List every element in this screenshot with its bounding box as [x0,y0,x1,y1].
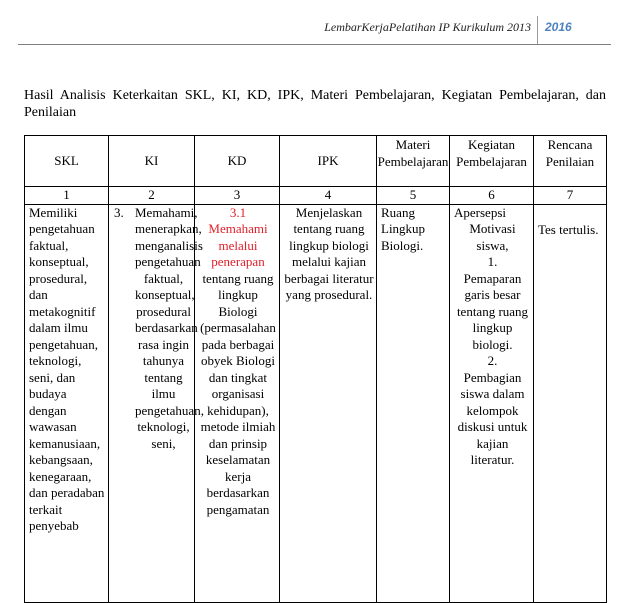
column-number: 3 [195,187,280,205]
cell-materi: Ruang Lingkup Biologi. [377,204,450,602]
header-ipk: IPK [280,136,377,187]
header-title: LembarKerjaPelatihan IP Kurikulum 2013 [324,20,531,34]
column-number: 6 [450,187,534,205]
kegiatan-line: 1. [487,254,498,269]
header-row [25,136,607,187]
cell-skl: Memiliki pengetahuan faktual, konseptual, prosedural, dan metakognitif dalam ilmu pengetahuan, teknologi, seni, dan budaya dengan wawasan kemanusiaan, kebangsaan, kenegaraan, dan peradaban terkait penyebab [25,204,109,602]
header-kd: KD [195,136,280,187]
document-title: Hasil Analisis Keterkaitan SKL, KI, KD, IPK, Materi Pembelajaran, Kegiatan Pembelajaran, dan Penilaian [24,88,606,120]
header-rule [18,44,611,45]
table-row [25,204,607,602]
cell-kegiatan [450,204,534,602]
header-ki: KI [109,136,195,187]
analysis-table [24,135,607,603]
column-number-row [25,187,607,205]
header-year: 2016 [545,20,572,34]
cell-rencana: Tes tertulis. [534,204,607,602]
kegiatan-line: Apersepsi [454,204,506,220]
header-skl: SKL [25,136,109,187]
cell-ipk: Menjelaskan tentang ruang lingkup biologi melalui kajian berbagai literatur yang prosedural. [280,204,377,602]
kegiatan-line: Pemaparan garis besar tentang ruang lingkup biologi. [456,270,529,352]
cell-kd [195,204,280,602]
header-kegiatan: Kegiatan Pembelajaran [450,136,534,187]
kegiatan-line: Motivasi siswa, [469,221,516,253]
kegiatan-line: Pembagian siswa dalam kelompok diskusi untuk kajian literatur. [457,369,528,467]
header-rencana: Rencana Penilaian [534,136,607,187]
kd-highlighted-text: 3.1 Memahami melalui penerapan [208,204,268,269]
column-number: 5 [377,187,450,205]
column-number: 4 [280,187,377,205]
header-divider [537,16,538,44]
ki-number: 3. [114,204,124,220]
cell-ki [109,204,204,602]
kd-text: tentang ruang lingkup Biologi (permasalahan pada berbagai obyek Biologi dan tingkat organisasi kehidupan), metode ilmiah dan prinsip keselamatan kerja berdasarkan pengamatan [200,270,276,517]
header-materi: Materi Pembelajaran [377,136,450,187]
kegiatan-line: 2. [487,353,498,368]
column-number: 2 [109,187,195,205]
column-number: 1 [25,187,109,205]
column-number: 7 [534,187,607,205]
ki-text: Memahami, menerapkan, menganalisis pengetahuan faktual, konseptual, prosedural berdasarkan rasa ingin tahunya tentang ilmu pengetahuan, teknologi, seni, [135,204,204,451]
